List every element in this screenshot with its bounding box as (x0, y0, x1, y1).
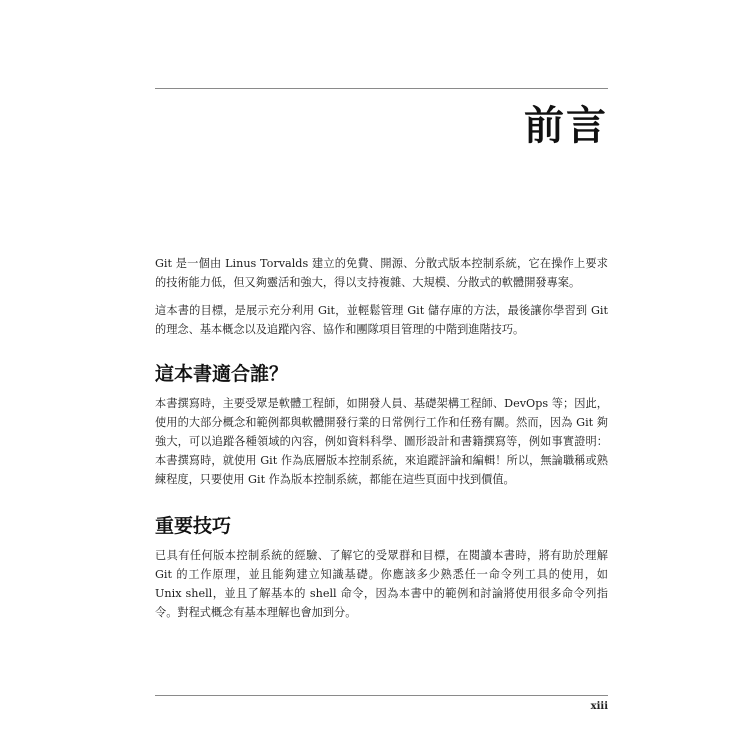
page-number: xiii (590, 701, 608, 712)
intro-paragraph: 這本書的目標，是展示充分利用 Git，並輕鬆管理 Git 儲存庫的方法，最後讓你學習到 Git 的理念、基本概念以及追蹤內容、協作和團隊項目管理的中階到進階技巧。 (155, 304, 608, 336)
intro-paragraph: Git 是一個由 Linus Torvalds 建立的免費、開源、分散式版本控制系統，它在操作上要求的技術能力低，但又夠靈活和強大，得以支持複雜、大規模、分散式的軟體開發專案。 (155, 257, 608, 289)
top-rule (155, 88, 608, 89)
section-heading-skills: 重要技巧 (155, 515, 232, 537)
page-content (155, 254, 608, 622)
chapter-title: 前言 (524, 103, 608, 149)
audience-paragraph: 本書撰寫時，主要受眾是軟體工程師，如開發人員、基礎架構工程師、DevOps 等；因此，使用的大部分概念和範例都與軟體開發行業的日常例行工作和任務有關。然而，因為 Git 夠強大，可以追蹤各種領域的內容，例如資料科學、圖形設計和書籍撰寫等，例如事實證明：本書撰寫時，就使用 Git 作為底層版本控制系統，來追蹤評論和編輯！所以，無論職稱或熟練程度，只要使用 Git 作為版本控制系統，都能在這些頁面中找到價值。 (155, 397, 608, 486)
section-heading-audience: 這本書適合誰？ (155, 363, 289, 385)
skills-paragraph: 已具有任何版本控制系統的經驗、了解它的受眾群和目標，在閱讀本書時，將有助於理解 Git 的工作原理，並且能夠建立知識基礎。你應該多少熟悉任一命令列工具的使用，如 Unix shell，並且了解基本的 shell 命令，因為本書中的範例和討論將使用很多命令列指令。對程式概念有基本理解也會加到分。 (155, 549, 608, 619)
bottom-rule (155, 695, 608, 696)
